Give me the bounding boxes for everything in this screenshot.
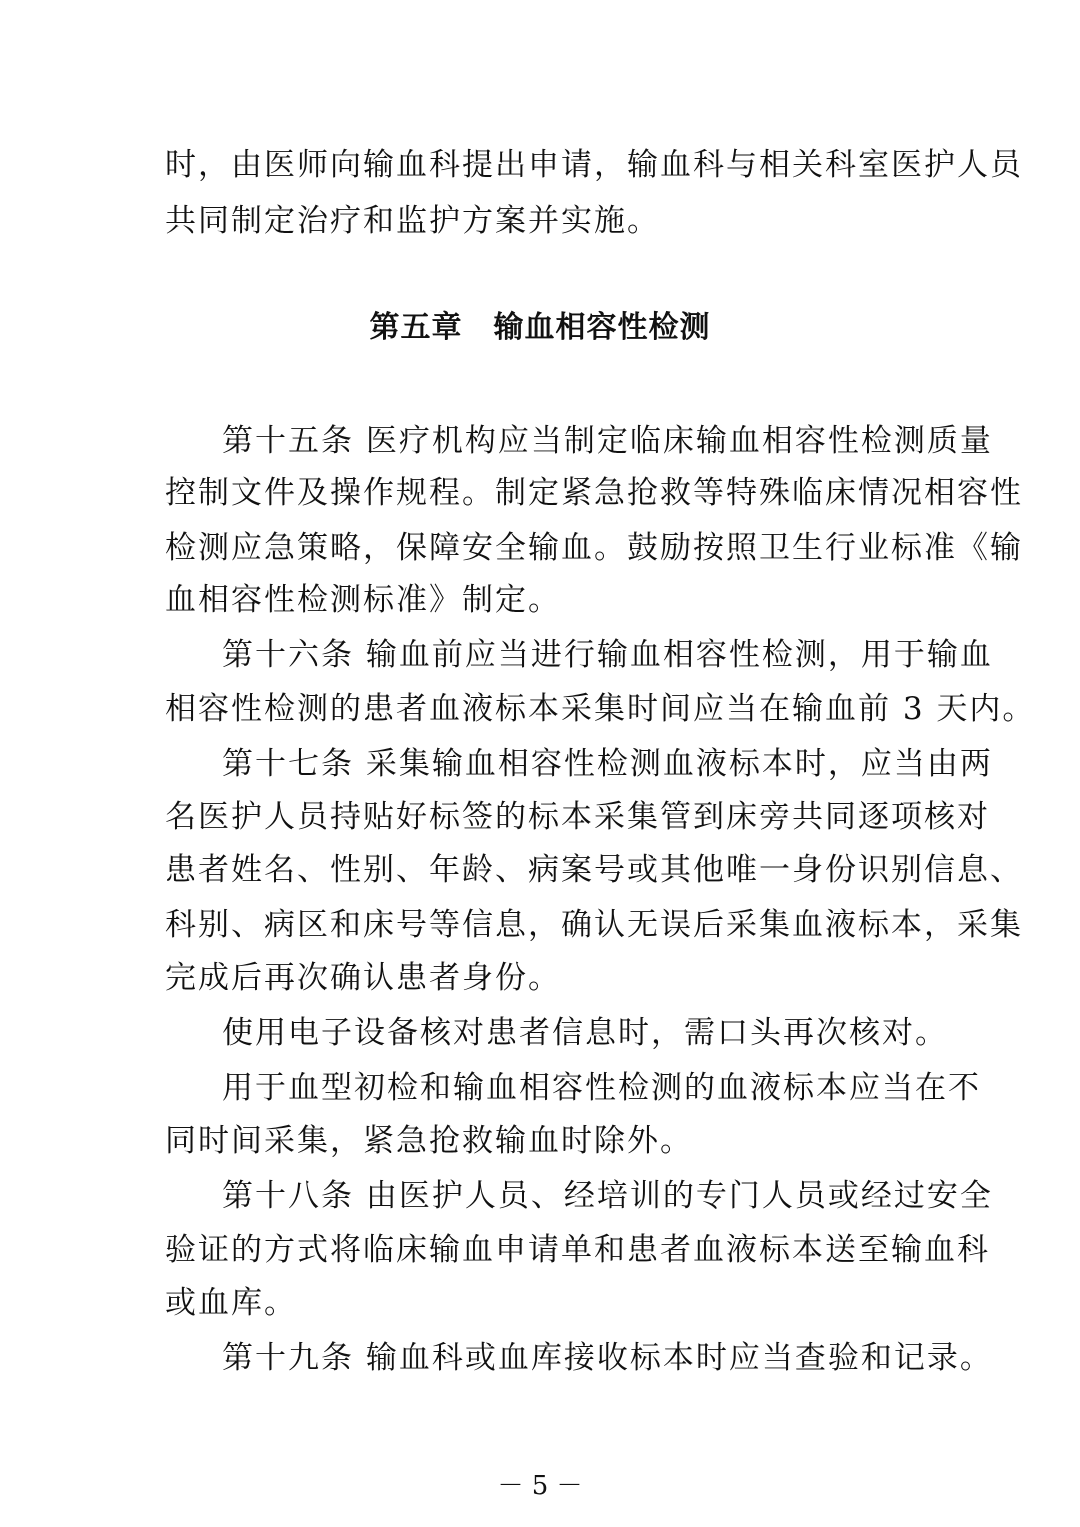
- text-line: 用于血型初检和输血相容性检测的血液标本应当在不: [222, 1070, 981, 1106]
- text-line: 检测应急策略，保障安全输血。鼓励按照卫生行业标准《输: [165, 530, 1023, 566]
- chapter-title: 第五章 输血相容性检测: [369, 310, 711, 345]
- text-line: 完成后再次确认患者身份。: [165, 960, 561, 996]
- text-line: 验证的方式将临床输血申请单和患者血液标本送至输血科: [165, 1232, 990, 1268]
- text-line: 第十五条 医疗机构应当制定临床输血相容性检测质量: [222, 423, 993, 459]
- text-line: 第十六条 输血前应当进行输血相容性检测，用于输血: [222, 637, 993, 673]
- text-line: 科别、病区和床号等信息，确认无误后采集血液标本，采集: [165, 907, 1023, 943]
- page-number: － 5 －: [497, 1471, 583, 1501]
- text-line: 同时间采集，紧急抢救输血时除外。: [165, 1123, 693, 1159]
- text-line: 第十八条 由医护人员、经培训的专门人员或经过安全: [222, 1178, 993, 1214]
- text-line: 第十七条 采集输血相容性检测血液标本时，应当由两: [222, 746, 993, 782]
- text-line: 使用电子设备核对患者信息时，需口头再次核对。: [222, 1015, 948, 1051]
- text-line: 相容性检测的患者血液标本采集时间应当在输血前 3 天内。: [165, 691, 1036, 727]
- text-line: 或血库。: [165, 1285, 297, 1321]
- text-line: 控制文件及操作规程。制定紧急抢救等特殊临床情况相容性: [165, 475, 1023, 511]
- text-line: 第十九条 输血科或血库接收标本时应当查验和记录。: [222, 1340, 993, 1376]
- text-line: 血相容性检测标准》制定。: [165, 582, 561, 618]
- text-line: 名医护人员持贴好标签的标本采集管到床旁共同逐项核对: [165, 799, 990, 835]
- text-line: 时，由医师向输血科提出申请，输血科与相关科室医护人员: [165, 147, 1023, 183]
- text-line: 患者姓名、性别、年龄、病案号或其他唯一身份识别信息、: [165, 852, 1023, 888]
- text-line: 共同制定治疗和监护方案并实施。: [165, 203, 660, 239]
